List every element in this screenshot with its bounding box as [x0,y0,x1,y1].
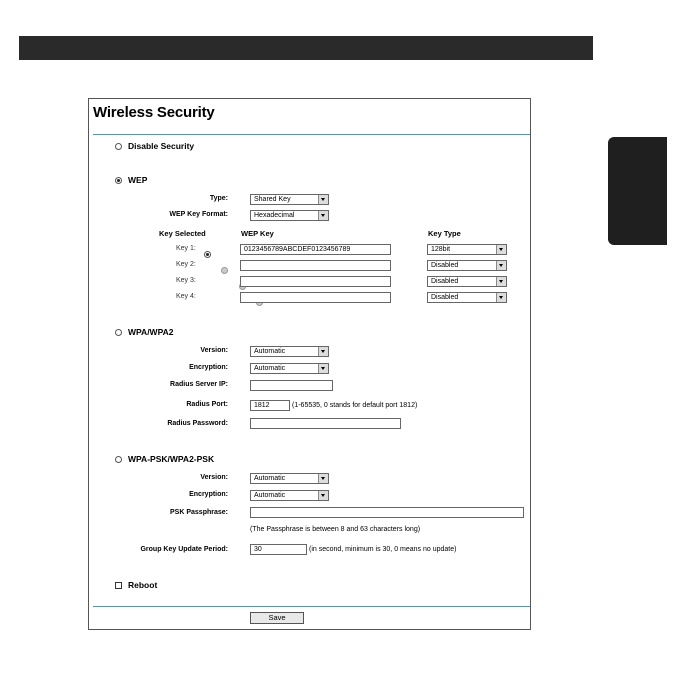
disable-security-option[interactable] [115,141,194,151]
group-key-label: Group Key Update Period: [140,546,228,553]
chevron-down-icon [496,293,506,302]
wep-key-format-label: WEP Key Format: [169,211,228,218]
psk-passphrase-note: (The Passphrase is between 8 and 63 characters long) [250,526,421,533]
page-title: Wireless Security [93,104,215,121]
col-key-type: Key Type [428,229,461,238]
wpa-encryption-select[interactable]: Automatic [250,363,329,374]
group-key-note: (in second, minimum is 30, 0 means no update) [309,546,457,553]
page-header-bar [19,36,593,60]
wpa-radio[interactable] [115,329,122,336]
chevron-down-icon [318,195,328,204]
wpa-label: WPA/WPA2 [128,327,174,337]
wep-radio[interactable] [115,177,122,184]
col-key-selected: Key Selected [159,229,206,238]
chevron-down-icon [318,491,328,500]
key2-radio[interactable] [221,267,228,274]
key4-type-select[interactable]: Disabled [427,292,507,303]
chevron-down-icon [318,347,328,356]
radius-password-label: Radius Password: [167,420,228,427]
key3-input[interactable] [240,276,391,287]
side-section-tab [608,137,667,245]
psk-option[interactable] [115,454,214,464]
wep-type-label: Type: [209,195,228,202]
psk-passphrase-label: PSK Passphrase: [170,509,228,516]
disable-security-label: Disable Security [128,141,195,151]
radius-port-label: Radius Port: [186,401,228,408]
wpa-option[interactable] [115,327,174,337]
psk-version-label: Version: [200,474,228,481]
chevron-down-icon [318,364,328,373]
title-divider [93,134,530,135]
wep-label: WEP [128,175,148,185]
wep-option[interactable] [115,175,147,185]
psk-radio[interactable] [115,456,122,463]
key3-label: Key 3: [176,277,196,284]
radius-ip-input[interactable] [250,380,333,391]
key4-label: Key 4: [176,293,196,300]
group-key-input[interactable]: 30 [250,544,307,555]
wpa-version-label: Version: [200,347,228,354]
key1-radio[interactable] [204,251,211,258]
key2-input[interactable] [240,260,391,271]
radius-port-note: (1-65535, 0 stands for default port 1812) [292,402,418,409]
key1-type-select[interactable]: 128bit [427,244,507,255]
footer-divider [93,606,530,607]
disable-security-radio[interactable] [115,143,122,150]
chevron-down-icon [496,245,506,254]
wpa-encryption-label: Encryption: [189,364,228,371]
key2-label: Key 2: [176,261,196,268]
reboot-checkbox[interactable] [115,582,122,589]
reboot-option[interactable] [115,580,157,590]
psk-encryption-label: Encryption: [189,491,228,498]
chevron-down-icon [318,211,328,220]
key3-type-select[interactable]: Disabled [427,276,507,287]
col-wep-key: WEP Key [241,229,274,238]
psk-encryption-select[interactable]: Automatic [250,490,329,501]
psk-label: WPA-PSK/WPA2-PSK [128,454,215,464]
wep-key-format-select[interactable]: Hexadecimal [250,210,329,221]
wpa-version-select[interactable]: Automatic [250,346,329,357]
radius-ip-label: Radius Server IP: [170,381,228,388]
save-button[interactable]: Save [250,612,304,624]
chevron-down-icon [318,474,328,483]
key2-type-select[interactable]: Disabled [427,260,507,271]
key4-input[interactable] [240,292,391,303]
chevron-down-icon [496,261,506,270]
radius-port-input[interactable]: 1812 [250,400,290,411]
psk-version-select[interactable]: Automatic [250,473,329,484]
radius-password-input[interactable] [250,418,401,429]
key1-input[interactable]: 0123456789ABCDEF0123456789 [240,244,391,255]
chevron-down-icon [496,277,506,286]
wep-type-select[interactable]: Shared Key [250,194,329,205]
psk-passphrase-input[interactable] [250,507,524,518]
reboot-label: Reboot [128,580,158,590]
wireless-security-panel [88,98,531,630]
key1-label: Key 1: [176,245,196,252]
